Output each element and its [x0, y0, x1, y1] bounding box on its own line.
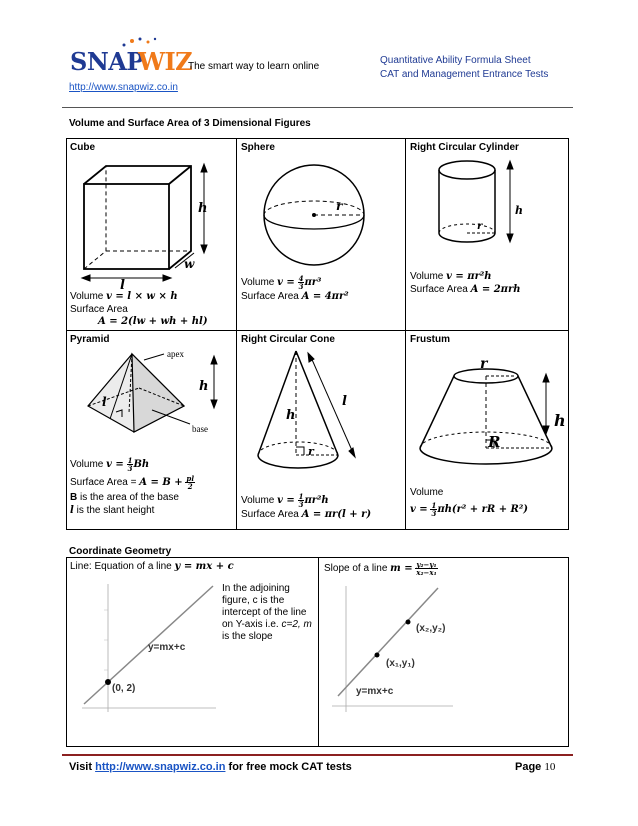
cylinder-h-label: h — [515, 204, 523, 217]
frustum-volume-label: Volume — [410, 487, 444, 498]
frustum-figure — [408, 352, 568, 477]
pyramid-l-label: l — [102, 395, 107, 409]
pyramid-area: Surface Area = A = B + $\frac{pl}{2}$ — [70, 474, 194, 491]
pyramid-h-label: h — [199, 379, 209, 394]
cube-l-label: l — [120, 278, 125, 293]
slope-label: Slope of a line m = $\frac{\text{y₂−y₁}}{\text{x₂−x₁}}$ — [324, 560, 437, 577]
cube-area-formula: A = 2(lw + wh + hl) — [98, 316, 208, 327]
graph2-p2-label: (x₂,y₂) — [416, 623, 446, 634]
slope-graph — [328, 580, 458, 734]
cone-r-label: r — [308, 445, 314, 458]
cube-h-label: h — [198, 201, 208, 216]
graph2-p1-label: (x₁,y₁) — [386, 658, 415, 669]
frustum-r-label: r — [480, 356, 488, 372]
cylinder-title: Right Circular Cylinder — [410, 142, 519, 153]
table-divider — [236, 138, 237, 530]
section-title: Volume and Surface Area of 3 Dimensional Figures — [69, 118, 311, 129]
page-number: Page 10 — [515, 761, 556, 773]
table-divider — [405, 138, 406, 530]
cube-title: Cube — [70, 142, 95, 153]
cube-area-label: Surface Area — [70, 304, 128, 315]
svg-text:SNAP: SNAP — [70, 47, 144, 76]
graph2-eq-label: y=mx+c — [356, 686, 394, 697]
header-divider — [62, 107, 573, 108]
cube-figure — [76, 158, 231, 293]
table-divider — [318, 557, 319, 747]
pyramid-note-l: l is the slant height — [70, 505, 155, 516]
table-divider — [66, 330, 569, 331]
cube-w-label: w — [184, 257, 195, 271]
footer-link[interactable]: http://www.snapwiz.co.in — [95, 761, 226, 773]
frustum-volume: v = $\frac{1}{3}$ πh(r² + rR + R²) — [410, 501, 528, 518]
pyramid-base-label: base — [192, 424, 208, 434]
snapwiz-logo — [70, 36, 193, 76]
cube-volume: Volume v = l × w × h — [70, 291, 178, 302]
cylinder-figure — [435, 158, 535, 253]
sphere-r-label: r — [336, 199, 343, 213]
sheet-title-line1: Quantitative Ability Formula Sheet — [380, 55, 531, 66]
sphere-figure — [252, 160, 382, 270]
line-equation-label: Line: Equation of a line y = mx + c — [70, 561, 234, 572]
pyramid-title: Pyramid — [70, 334, 110, 345]
frustum-R-label: R — [488, 433, 501, 451]
cylinder-area: Surface Area A = 2πrh — [410, 284, 521, 295]
graph1-point-label: (0, 2) — [112, 683, 136, 694]
cone-title: Right Circular Cone — [241, 334, 335, 345]
sphere-volume: Volume v = $\frac{4}{3}$ πr³ — [241, 274, 322, 291]
tagline: The smart way to learn online — [188, 61, 320, 72]
pyramid-apex-label: apex — [167, 349, 184, 359]
cone-figure — [250, 347, 400, 487]
cone-area: Surface Area A = πr(l + r) — [241, 509, 372, 520]
sheet-title-line2: CAT and Management Entrance Tests — [380, 69, 549, 80]
cylinder-r-label: r — [477, 221, 483, 232]
footer-promo: Visit http://www.snapwiz.co.in for free mock CAT tests — [69, 761, 352, 773]
sphere-title: Sphere — [241, 142, 275, 153]
pyramid-note-b: B is the area of the base — [70, 492, 179, 503]
coordinate-title: Coordinate Geometry — [69, 546, 172, 557]
cone-l-label: l — [342, 394, 347, 409]
sphere-area: Surface Area A = 4πr² — [241, 291, 349, 302]
cone-h-label: h — [286, 408, 296, 423]
cone-volume: Volume v = $\frac{1}{3}$ πr²h — [241, 492, 329, 509]
pyramid-volume: Volume v = $\frac{1}{3}$ Bh — [70, 456, 150, 473]
cylinder-volume: Volume v = πr²h — [410, 271, 492, 282]
header-url-link[interactable]: http://www.snapwiz.co.in — [69, 82, 178, 93]
footer-divider — [62, 754, 573, 756]
frustum-title: Frustum — [410, 334, 450, 345]
line-graph — [78, 580, 218, 732]
graph1-eq-label: y=mx+c — [148, 642, 186, 653]
line-explanation: In the adjoining figure, c is the intercept of the line on Y-axis i.e. c=2, m is the slope — [222, 583, 312, 642]
frustum-h-label: h — [554, 411, 566, 430]
pyramid-figure — [84, 348, 234, 440]
svg-text:WIZ: WIZ — [138, 47, 193, 76]
